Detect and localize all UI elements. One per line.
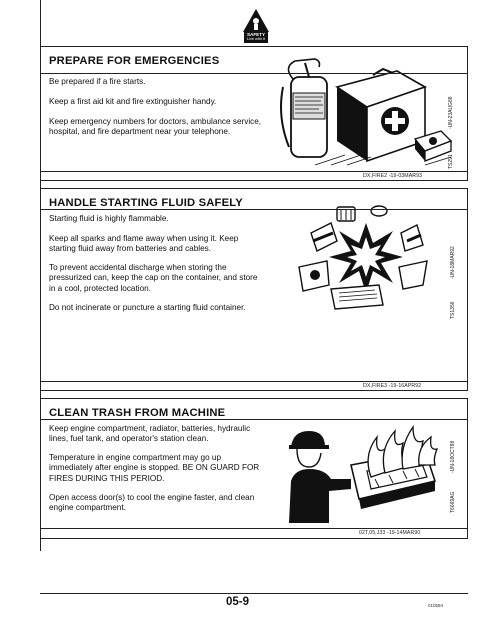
- paragraph: Starting fluid is highly flammable.: [49, 214, 169, 223]
- divider: [41, 528, 467, 529]
- divider: [41, 171, 467, 172]
- paragraph: Temperature in engine compartment may go up immediately after engine is stopped. BE ON GUARD FOR FIRES DURING THIS PERIOD.: [49, 453, 260, 483]
- paragraph: Be prepared if a fire starts.: [49, 77, 146, 86]
- paragraph: Keep a first aid kit and fire extinguisher handy.: [49, 97, 217, 106]
- paragraph: Open access door(s) to cool the engine faster, and clean engine compartment.: [49, 493, 255, 513]
- paragraph: To prevent accidental discharge when storing the pressurized can, keep the cap on the container, and store in a cool, protected location.: [49, 263, 258, 293]
- logo-text-live: Live with It: [247, 37, 265, 41]
- figure-id: T6669AG: [450, 491, 456, 513]
- divider: [41, 381, 467, 382]
- page-number: 05-9: [226, 596, 250, 608]
- figure-code: -UN-23AUG88: [448, 96, 454, 129]
- paragraph: Keep all sparks and flame away when using it. Keep starting fluid away from batteries and cables.: [49, 234, 239, 254]
- figure-code: -UN-18MAR92: [450, 246, 456, 279]
- figure-code: -UN-18OCT88: [450, 440, 456, 473]
- footer-code: 010594: [428, 603, 444, 608]
- section-title: HANDLE STARTING FLUID SAFELY: [49, 197, 243, 209]
- document-reference: DX,FIRE2 -19-03MAR93: [363, 173, 423, 179]
- worker-engine-fire-illustration: [285, 419, 449, 523]
- section-title: PREPARE FOR EMERGENCIES: [49, 55, 220, 67]
- starting-fluid-explosion-illustration: [291, 201, 441, 311]
- title-underline: [40, 209, 467, 210]
- paragraph: Do not incinerate or puncture a starting fluid container.: [49, 303, 246, 312]
- logo-text-safety: SAFETY: [246, 32, 266, 37]
- section-title: CLEAN TRASH FROM MACHINE: [49, 407, 226, 419]
- section-handle-starting-fluid: [41, 188, 468, 391]
- title-underline: [40, 73, 467, 74]
- section-prepare-for-emergencies: [41, 46, 468, 181]
- paragraph: Keep engine compartment, radiator, batteries, hydraulic lines, fuel tank, and operator's station clean.: [49, 424, 251, 444]
- figure-id: TS291: [448, 154, 454, 169]
- document-reference: DX,FIRE3 -19-16APR92: [363, 383, 422, 389]
- safety-logo: [242, 8, 270, 44]
- figure-id: TS1356: [450, 301, 456, 319]
- document-reference: 02T,05,J33 -19-14MAR90: [359, 530, 421, 536]
- section-clean-trash-from-machine: [41, 398, 468, 539]
- paragraph: Keep emergency numbers for doctors, ambulance service, hospital, and fire department near your telephone.: [49, 117, 262, 137]
- footer-rule: [40, 593, 468, 594]
- title-underline: [40, 419, 467, 420]
